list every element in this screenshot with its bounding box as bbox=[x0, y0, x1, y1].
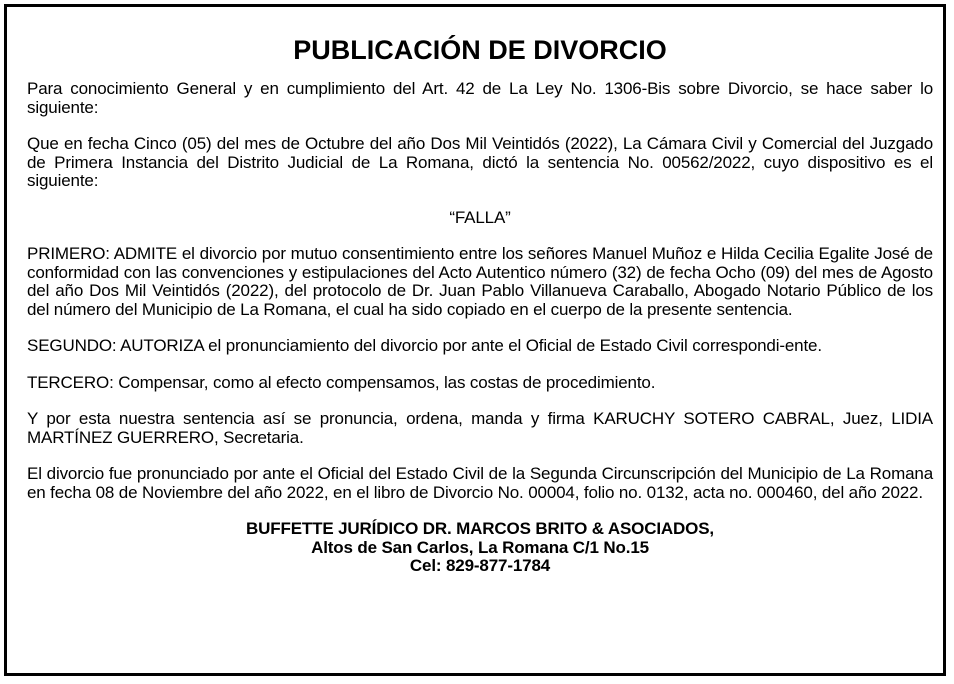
intro-paragraph: Para conocimiento General y en cumplimiento del Art. 42 de La Ley No. 1306-Bis sobre Divorcio, se hace saber lo siguiente: bbox=[27, 79, 933, 117]
notice-body bbox=[27, 35, 933, 576]
segundo-paragraph: SEGUNDO: AUTORIZA el pronunciamiento del divorcio por ante el Oficial de Estado Civil correspondi-ente. bbox=[27, 336, 822, 355]
pronouncement-paragraph: El divorcio fue pronunciado por ante el Oficial del Estado Civil de la Segunda Circunscripción del Municipio de La Romana en fecha 08 de Noviembre del año 2022, en el libro de Divorcio No. 00004, folio no. 0132, acta no. 000460, del año 2022. bbox=[27, 464, 933, 502]
firm-phone: Cel: 829-877-1784 bbox=[409, 556, 551, 575]
tercero-paragraph: TERCERO: Compensar, como al efecto compensamos, las costas de procedimiento. bbox=[27, 372, 656, 392]
firm-name: BUFFETTE JURÍDICO DR. MARCOS BRITO & ASOCIADOS, bbox=[245, 519, 715, 538]
falla-heading: “FALLA” bbox=[449, 207, 511, 227]
signature-paragraph: Y por esta nuestra sentencia así se pronuncia, ordena, manda y firma KARUCHY SOTERO CABRAL, Juez, LIDIA MARTÍNEZ GUERRERO, Secretaria. bbox=[27, 409, 933, 447]
notice-title: PUBLICACIÓN DE DIVORCIO bbox=[293, 35, 667, 65]
context-paragraph: Que en fecha Cinco (05) del mes de Octubre del año Dos Mil Veintidós (2022), La Cámara Civil y Comercial del Juzgado de Primera Instancia del Distrito Judicial de La Romana, dictó la sentencia No. 00562/2022, cuyo dispositivo es el siguiente: bbox=[27, 134, 933, 190]
firm-contact-block bbox=[27, 520, 933, 576]
notice-border bbox=[4, 4, 946, 676]
firm-address: Altos de San Carlos, La Romana C/1 No.15 bbox=[311, 537, 649, 557]
primero-paragraph: PRIMERO: ADMITE el divorcio por mutuo consentimiento entre los señores Manuel Muñoz e Hilda Cecilia Egalite José de conformidad con las convenciones y estipulaciones del Acto Autentico número (32) de fecha Ocho (09) del mes de Agosto del año Dos Mil Veintidós (2022), del protocolo de Dr. Juan Pablo Villanueva Caraballo, Abogado Notario Público de los del número del Municipio de La Romana, el cual ha sido copiado en el cuerpo de la presente sentencia. bbox=[27, 244, 933, 319]
